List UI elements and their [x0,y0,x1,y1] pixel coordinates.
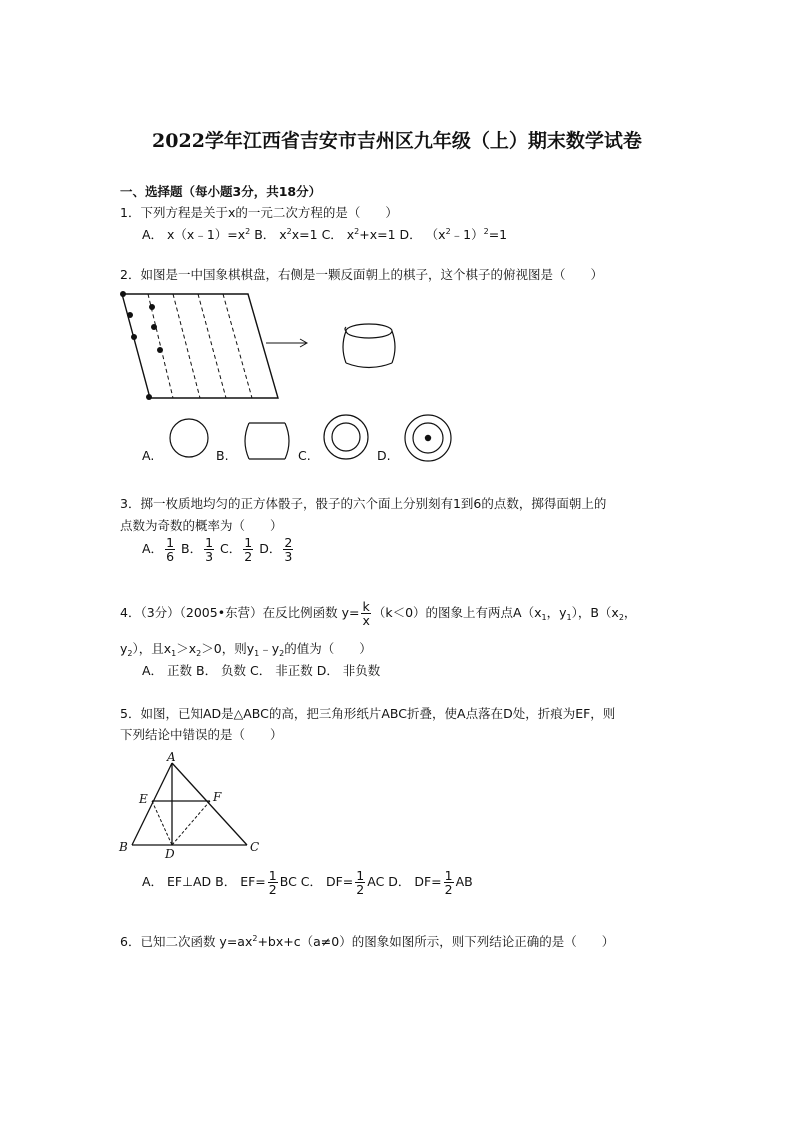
option-d-shape [405,415,451,461]
label-d: D [165,847,175,861]
question-4-line1: 4．（3分）（2005•东营）在反比例函数 y= $\frac{k}{x}$ （k＜0）的图象上有两点$A(x_1$，$y_1$），$B(x_2$， [120,599,637,629]
question-5-line1: 5．如图，已知AD是△ABC的高，把三角形纸片ABC折叠，使A点落在D处，折痕为EF，则 [120,706,616,721]
chessboard-outline [122,294,278,398]
question-3-options: A． $\frac{1}{6}$ B． $\frac{1}{3}$ C． $\frac{1}{2}$ D． $\frac{2}{3}$ [142,535,293,565]
question-3-line2: 点数为奇数的概率为（ ） [120,518,283,533]
option-d-label: D. [377,448,391,463]
triangle-figure [118,750,259,861]
question-5-options: A． EF⊥AD B． EF= $\frac{1}{2}$ BC C． DF= $\frac{1}{2}$ AC D． DF= $\frac{1}{2}$ AB [142,868,473,898]
option-b-shape [245,423,289,459]
option-c-shape [324,415,368,459]
option-b-label: B. [216,448,229,463]
option-a-shape [170,419,208,457]
label-c: C [250,840,260,854]
section-heading: 一、选择题（每小题3分，共18分） [120,184,322,199]
label-e: E [139,792,148,806]
question-1-stem: 1．下列方程是关于x的一元二次方程的是（ ） [120,205,398,220]
chess-piece [343,324,395,368]
question-4-options: A． 正数 B． 负数 C． 非正数 D． 非负数 [142,663,381,678]
question-5-line2: 下列结论中错误的是（ ） [120,727,283,742]
label-b: B [119,840,128,854]
page-title: 2022学年江西省吉安市吉州区九年级（上）期末数学试卷 [152,130,642,152]
option-c-label: C. [298,448,311,463]
option-a-label: A. [142,448,155,463]
label-a: A [167,750,176,764]
question-6-stem: 6．已知二次函数 $y=ax^2+bx+c(a\ne 0)$的图象如图所示，则下列结论正确的是（ ） [120,934,615,949]
question-1-options: A． $x(x﹣1)=x^2$ B． $x^2x=1$ C． $x^2+x=1$ D． $(x^2﹣1)^2=1$ [142,227,508,242]
question-4-line2: $y_2$），且$x_1>x_2>0$，则$y_1﹣y_2$的值为（ ） [120,641,372,658]
question-3-line1: 3．掷一枚质地均匀的正方体骰子，骰子的六个面上分别刻有1到6的点数，掷得面朝上的 [120,496,607,511]
label-f: F [213,790,222,804]
question-2-stem: 2．如图是一中国象棋棋盘，右侧是一颗反面朝上的棋子，这个棋子的俯视图是（ ） [120,267,603,282]
